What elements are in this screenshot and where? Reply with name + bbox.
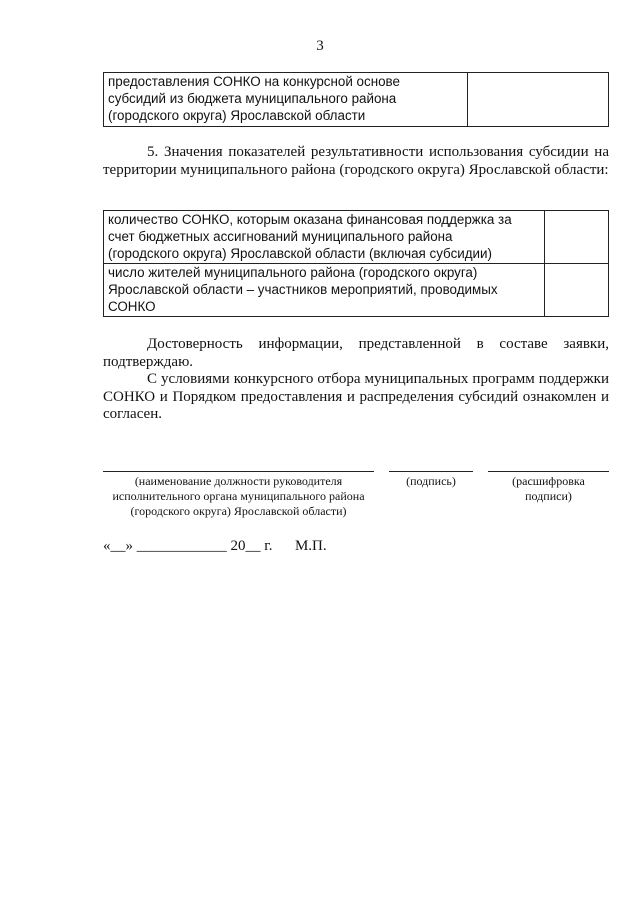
table-cell-text: [104, 264, 545, 317]
decode-signature-line: [488, 471, 609, 472]
caption-line: (наименование должности руководителя: [134, 474, 343, 488]
table-cell-value: [468, 73, 609, 127]
indicators-table: [103, 210, 609, 317]
decode-caption: [488, 474, 609, 504]
table-cell-value: [545, 264, 609, 317]
cell-line: количество СОНКО, которым оказана финансовая поддержка за: [108, 212, 512, 227]
caption-line: исполнительного органа муниципального района: [112, 489, 365, 503]
verification-statement: Достоверность информации, представленной в составе заявки, подтверждаю.: [103, 336, 609, 370]
date-stamp-line: «__» ____________ 20__ г. М.П.: [103, 538, 327, 554]
table-cell-text: [104, 211, 545, 264]
table-cell-text: [104, 73, 468, 127]
table-cell-value: [545, 211, 609, 264]
table-row: [104, 73, 609, 127]
table-row: [104, 264, 609, 317]
position-caption: [103, 474, 374, 519]
cell-line: счет бюджетных ассигнований муниципального района: [108, 229, 453, 244]
caption-line: подписи): [525, 489, 572, 503]
position-signature-line: [103, 471, 374, 472]
cell-line: субсидий из бюджета муниципального района: [108, 91, 397, 106]
cell-line: (городского округа) Ярославской области (включая субсидии): [108, 246, 492, 261]
signature-line: [389, 471, 473, 472]
agreement-statement: С условиями конкурсного отбора муниципальных программ поддержки СОНКО и Порядком предоставления и распределения субсидий ознакомлен и согласен.: [103, 371, 609, 422]
page-number: 3: [316, 38, 324, 54]
section-5-heading: [103, 144, 609, 179]
cell-line: предоставления СОНКО на конкурсной основе: [108, 74, 400, 89]
cell-line: СОНКО: [108, 299, 156, 314]
caption-line: (подпись): [406, 474, 456, 488]
section-5-text: 5. Значения показателей результативности использования субсидии на территории муниципального района (городского округа) Ярославской области:: [103, 144, 609, 178]
funding-table: [103, 72, 609, 127]
verification-block: [103, 336, 609, 424]
caption-line: (расшифровка: [512, 474, 585, 488]
cell-line: Ярославской области – участников мероприятий, проводимых: [108, 282, 498, 297]
cell-line: (городского округа) Ярославской области: [108, 108, 366, 123]
table-row: [104, 211, 609, 264]
signature-caption: [389, 474, 473, 489]
caption-line: (городского округа) Ярославской области): [130, 504, 347, 518]
cell-line: число жителей муниципального района (городского округа): [108, 265, 478, 280]
